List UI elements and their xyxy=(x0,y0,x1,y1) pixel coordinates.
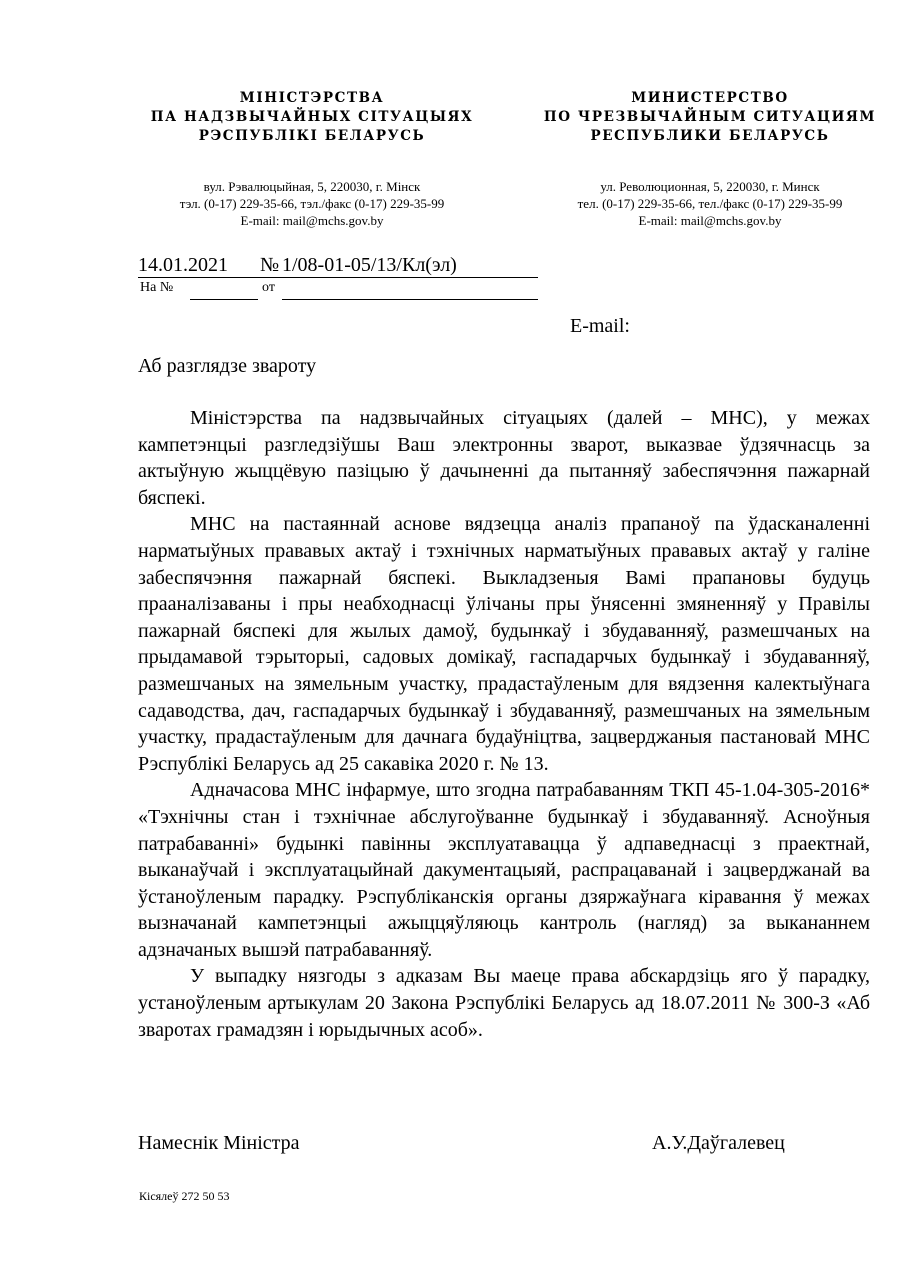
contacts-ru xyxy=(530,178,890,229)
org-name-be: МІНІСТЭРСТВА ПА НАДЗВЫЧАЙНЫХ СІТУАЦЫЯХ РЭСПУБЛІКІ БЕЛАРУСЬ xyxy=(150,90,474,144)
paragraph: Адначасова МНС інфармуе, што згодна патрабаванням ТКП 45-1.04-305-2016* «Тэхнічны стан і тэхнічнае абслугоўванне будынкаў і збудаванняў. Асноўныя патрабаванні» будынкі павінны эксплуатавацца ў адпаведнасці з праектнай, выканаўчай і эксплуатацыйнай дакументацыяй, распрацаванай і зацверджанай ва ўстаноўленым парадку. Рэспубліканскія органы дзяржаўнага кіравання ў межах вызначанай кампетэнцыі ажыццяўляюць кантроль (нагляд) за выкананнем адзначаных вышэй патрабаванняў. xyxy=(138,779,870,961)
org-name-ru: МИНИСТЕРСТВО ПО ЧРЕЗВЫЧАЙНЫМ СИТУАЦИЯМ РЕСПУБЛИКИ БЕЛАРУСЬ xyxy=(543,90,877,144)
reference-number-line xyxy=(190,299,258,300)
reference-date-label: от xyxy=(262,280,275,295)
registration-row xyxy=(138,253,538,279)
header-right-russian xyxy=(530,89,890,229)
phone-ru: тел. (0-17) 229-35-66, тел./факс (0-17) 229-35-99 xyxy=(577,196,843,211)
letter-body xyxy=(138,405,870,1043)
registration-underline xyxy=(138,277,538,278)
signer-title: Намеснік Міністра xyxy=(138,1132,300,1154)
paragraph: У выпадку нязгоды з адказам Вы маеце права абскардзіць яго ў парадку, устаноўленым артыкулам 20 Закона Рэспублікі Беларусь ад 18.07.2011 № 300-З «Аб зваротах грамадзян і юрыдычных асоб». xyxy=(138,965,870,1041)
signer-name: А.У.Даўгалевец xyxy=(652,1132,785,1154)
email-be: E-mail: mail@mchs.gov.by xyxy=(240,213,384,228)
recipient-email-label: E-mail: xyxy=(570,315,630,337)
reference-row xyxy=(140,279,540,301)
executor-contact: Кісялеў 272 50 53 xyxy=(139,1189,230,1203)
email-ru: E-mail: mail@mchs.gov.by xyxy=(638,213,782,228)
phone-be: тэл. (0-17) 229-35-66, тэл./факс (0-17) 229-35-99 xyxy=(179,196,445,211)
reference-date-line xyxy=(282,299,538,300)
contacts-be xyxy=(132,178,492,229)
paragraph: МНС на пастаяннай аснове вядзецца аналіз прапаноў па ўдасканаленні нарматыўных прававых актаў і тэхнічных нарматыўных прававых актаў у галіне забеспячэння пажарнай бяспекі. Выкладзеныя Вамі прапановы будуць прааналізаваны і пры неабходнасці ўлічаны пры ўнясенні змяненняў у Правілы пажарнай бяспекі для жылых дамоў, будынкаў і збудаванняў, размешчаных на прыдамавой тэрыторыі, садовых домікаў, гаспадарчых будынкаў і збудаванняў, размешчаных на зямельным участку, прадастаўленым для вядзення калектыўнага садаводства, дач, гаспадарчых будынкаў і збудаванняў, размешчаных на зямельным участку, прадастаўленым для дачнага будаўніцтва, зацверджаныя пастановай МНС Рэспублікі Беларусь ад 25 сакавіка 2020 г. № 13. xyxy=(138,513,870,775)
registration-date: 14.01.2021 xyxy=(138,254,228,276)
reference-number-label: На № xyxy=(140,280,174,295)
letter-subject: Аб разглядзе звароту xyxy=(138,355,317,377)
header-left-belarusian xyxy=(132,89,492,229)
address-ru: ул. Революционная, 5, 220030, г. Минск xyxy=(600,179,820,194)
registration-number-label: № xyxy=(260,254,280,276)
registration-number: 1/08-01-05/13/Кл(эл) xyxy=(282,254,457,276)
address-be: вул. Рэвалюцыйная, 5, 220030, г. Мінск xyxy=(203,179,421,194)
paragraph: Міністэрства па надзвычайных сітуацыях (далей – МНС), у межах кампетэнцыі разгледзіўшы Ваш электронны зварот, выказвае ўдзячнасць за актыўную жыццёвую пазіцыю ў дачыненні да пытанняў забеспячэння пажарнай бяспекі. xyxy=(138,407,870,509)
